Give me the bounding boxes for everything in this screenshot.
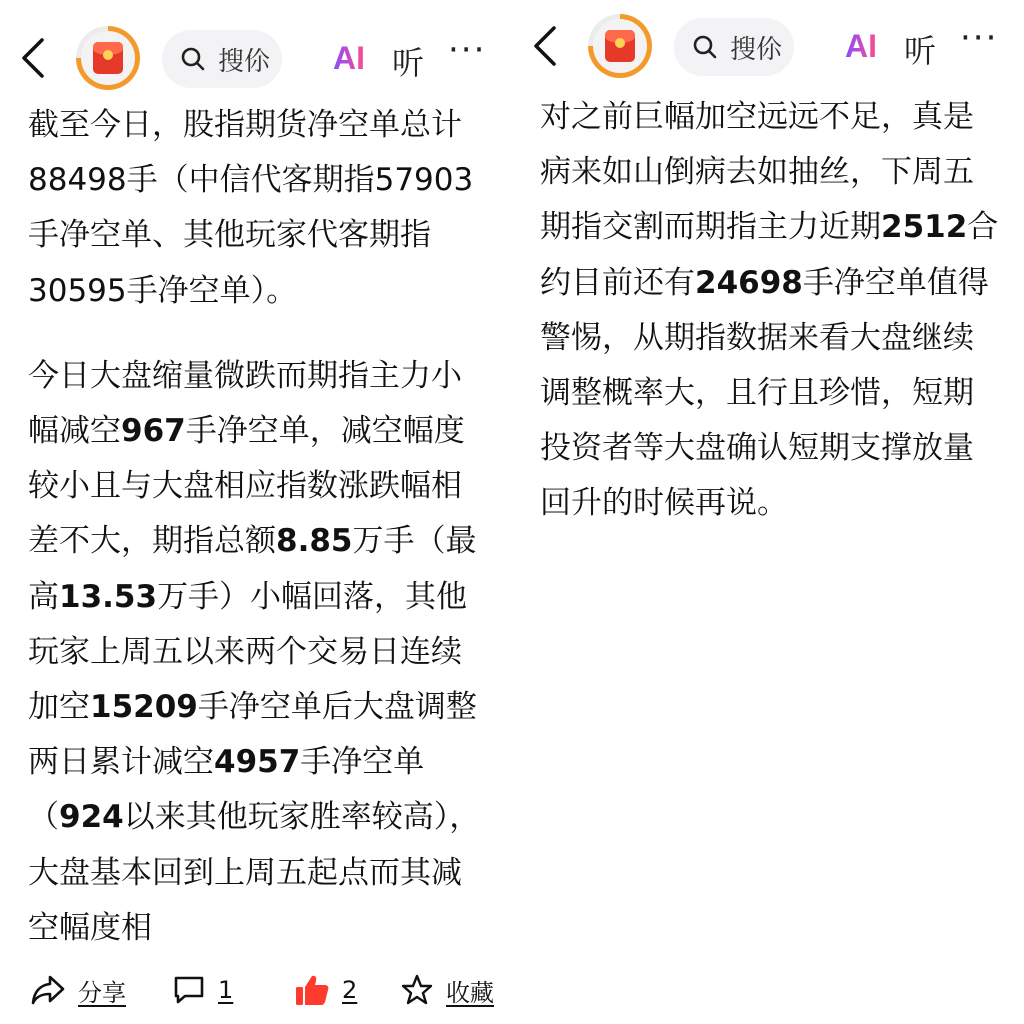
highlight-number: 2512 (881, 209, 968, 246)
red-envelope-icon (605, 30, 635, 62)
text-run: 手净空单后大盘调整两日累计减空 (28, 689, 477, 781)
search-placeholder: 搜伱 (218, 46, 271, 77)
article-paragraph (28, 349, 488, 956)
text-run: 手净空单，减空幅度较小且与大盘相应指数涨跌幅相差不大，期指总额 (28, 413, 465, 560)
back-button[interactable] (530, 24, 560, 68)
highlight-number: 8.85 (276, 523, 353, 560)
back-button[interactable] (18, 36, 48, 80)
article-body (28, 98, 488, 986)
comment-button[interactable] (172, 970, 233, 1010)
chevron-left-icon (18, 36, 48, 80)
like-count: 2 (342, 976, 358, 1004)
highlight-number: 15209 (90, 689, 198, 726)
top-bar (0, 0, 512, 95)
action-bar (0, 962, 512, 1018)
comment-count: 1 (218, 976, 234, 1004)
more-options-button[interactable]: ··· (960, 18, 999, 58)
highlight-number: 24698 (695, 264, 803, 301)
share-button[interactable] (30, 970, 126, 1010)
avatar[interactable] (588, 14, 652, 78)
ai-assistant-button[interactable]: AI (333, 40, 365, 76)
search-box[interactable] (162, 30, 282, 88)
avatar[interactable] (76, 26, 140, 90)
search-icon (180, 46, 206, 72)
text-run: 手净空单值得警惕，从期指数据来看大盘继续调整概率大，且行且珍惜，短期投资者等大盘确认短期支撑放量回升的时候再说。 (540, 264, 989, 522)
text-run: 合约目前还有 (540, 209, 999, 301)
search-box[interactable] (674, 18, 794, 76)
highlight-number: 967 (121, 413, 186, 450)
top-bar (512, 0, 1024, 83)
highlight-number: 13.53 (59, 578, 158, 615)
highlight-number: 924 (59, 799, 124, 836)
text-run: 今日大盘缩量微跌而期指主力小幅减空 (28, 357, 462, 450)
like-button[interactable] (294, 970, 357, 1010)
article-paragraph: 截至今日，股指期货净空单总计88498手（中信代客期指57903手净空单、其他玩家代客期指30595手净空单）。 (28, 107, 474, 309)
favorite-button[interactable] (400, 970, 494, 1010)
comment-icon (172, 974, 206, 1006)
share-icon (30, 974, 66, 1006)
share-label: 分享 (78, 978, 126, 1007)
thumbs-up-icon (294, 973, 330, 1007)
star-icon (400, 973, 434, 1007)
highlight-number: 4957 (214, 744, 301, 781)
listen-button[interactable]: 听 (904, 32, 937, 70)
search-placeholder: 搜伱 (730, 34, 783, 65)
red-envelope-icon (93, 42, 123, 74)
article-body-continued (540, 90, 1000, 562)
listen-button[interactable]: 听 (392, 44, 425, 82)
text-run: 手净空单（ (28, 744, 425, 836)
text-run: 万手）小幅回落，其他玩家上周五以来两个交易日连续加空 (28, 578, 468, 726)
chevron-left-icon (530, 24, 560, 68)
search-icon (692, 34, 718, 60)
screen-panel-right (512, 0, 1024, 1024)
text-run: 万手（最高 (28, 523, 477, 615)
article-paragraph (540, 90, 1000, 532)
text-run: 以来其他玩家胜率较高），大盘基本回到上周五起点而其减空幅度相 (28, 799, 481, 946)
text-run: 对之前巨幅加空远远不足，真是病来如山倒病去如抽丝，下周五期指交割而期指主力近期 (540, 99, 974, 246)
more-options-button[interactable]: ··· (448, 30, 487, 70)
favorite-label: 收藏 (446, 978, 494, 1007)
ai-assistant-button[interactable]: AI (845, 28, 877, 64)
